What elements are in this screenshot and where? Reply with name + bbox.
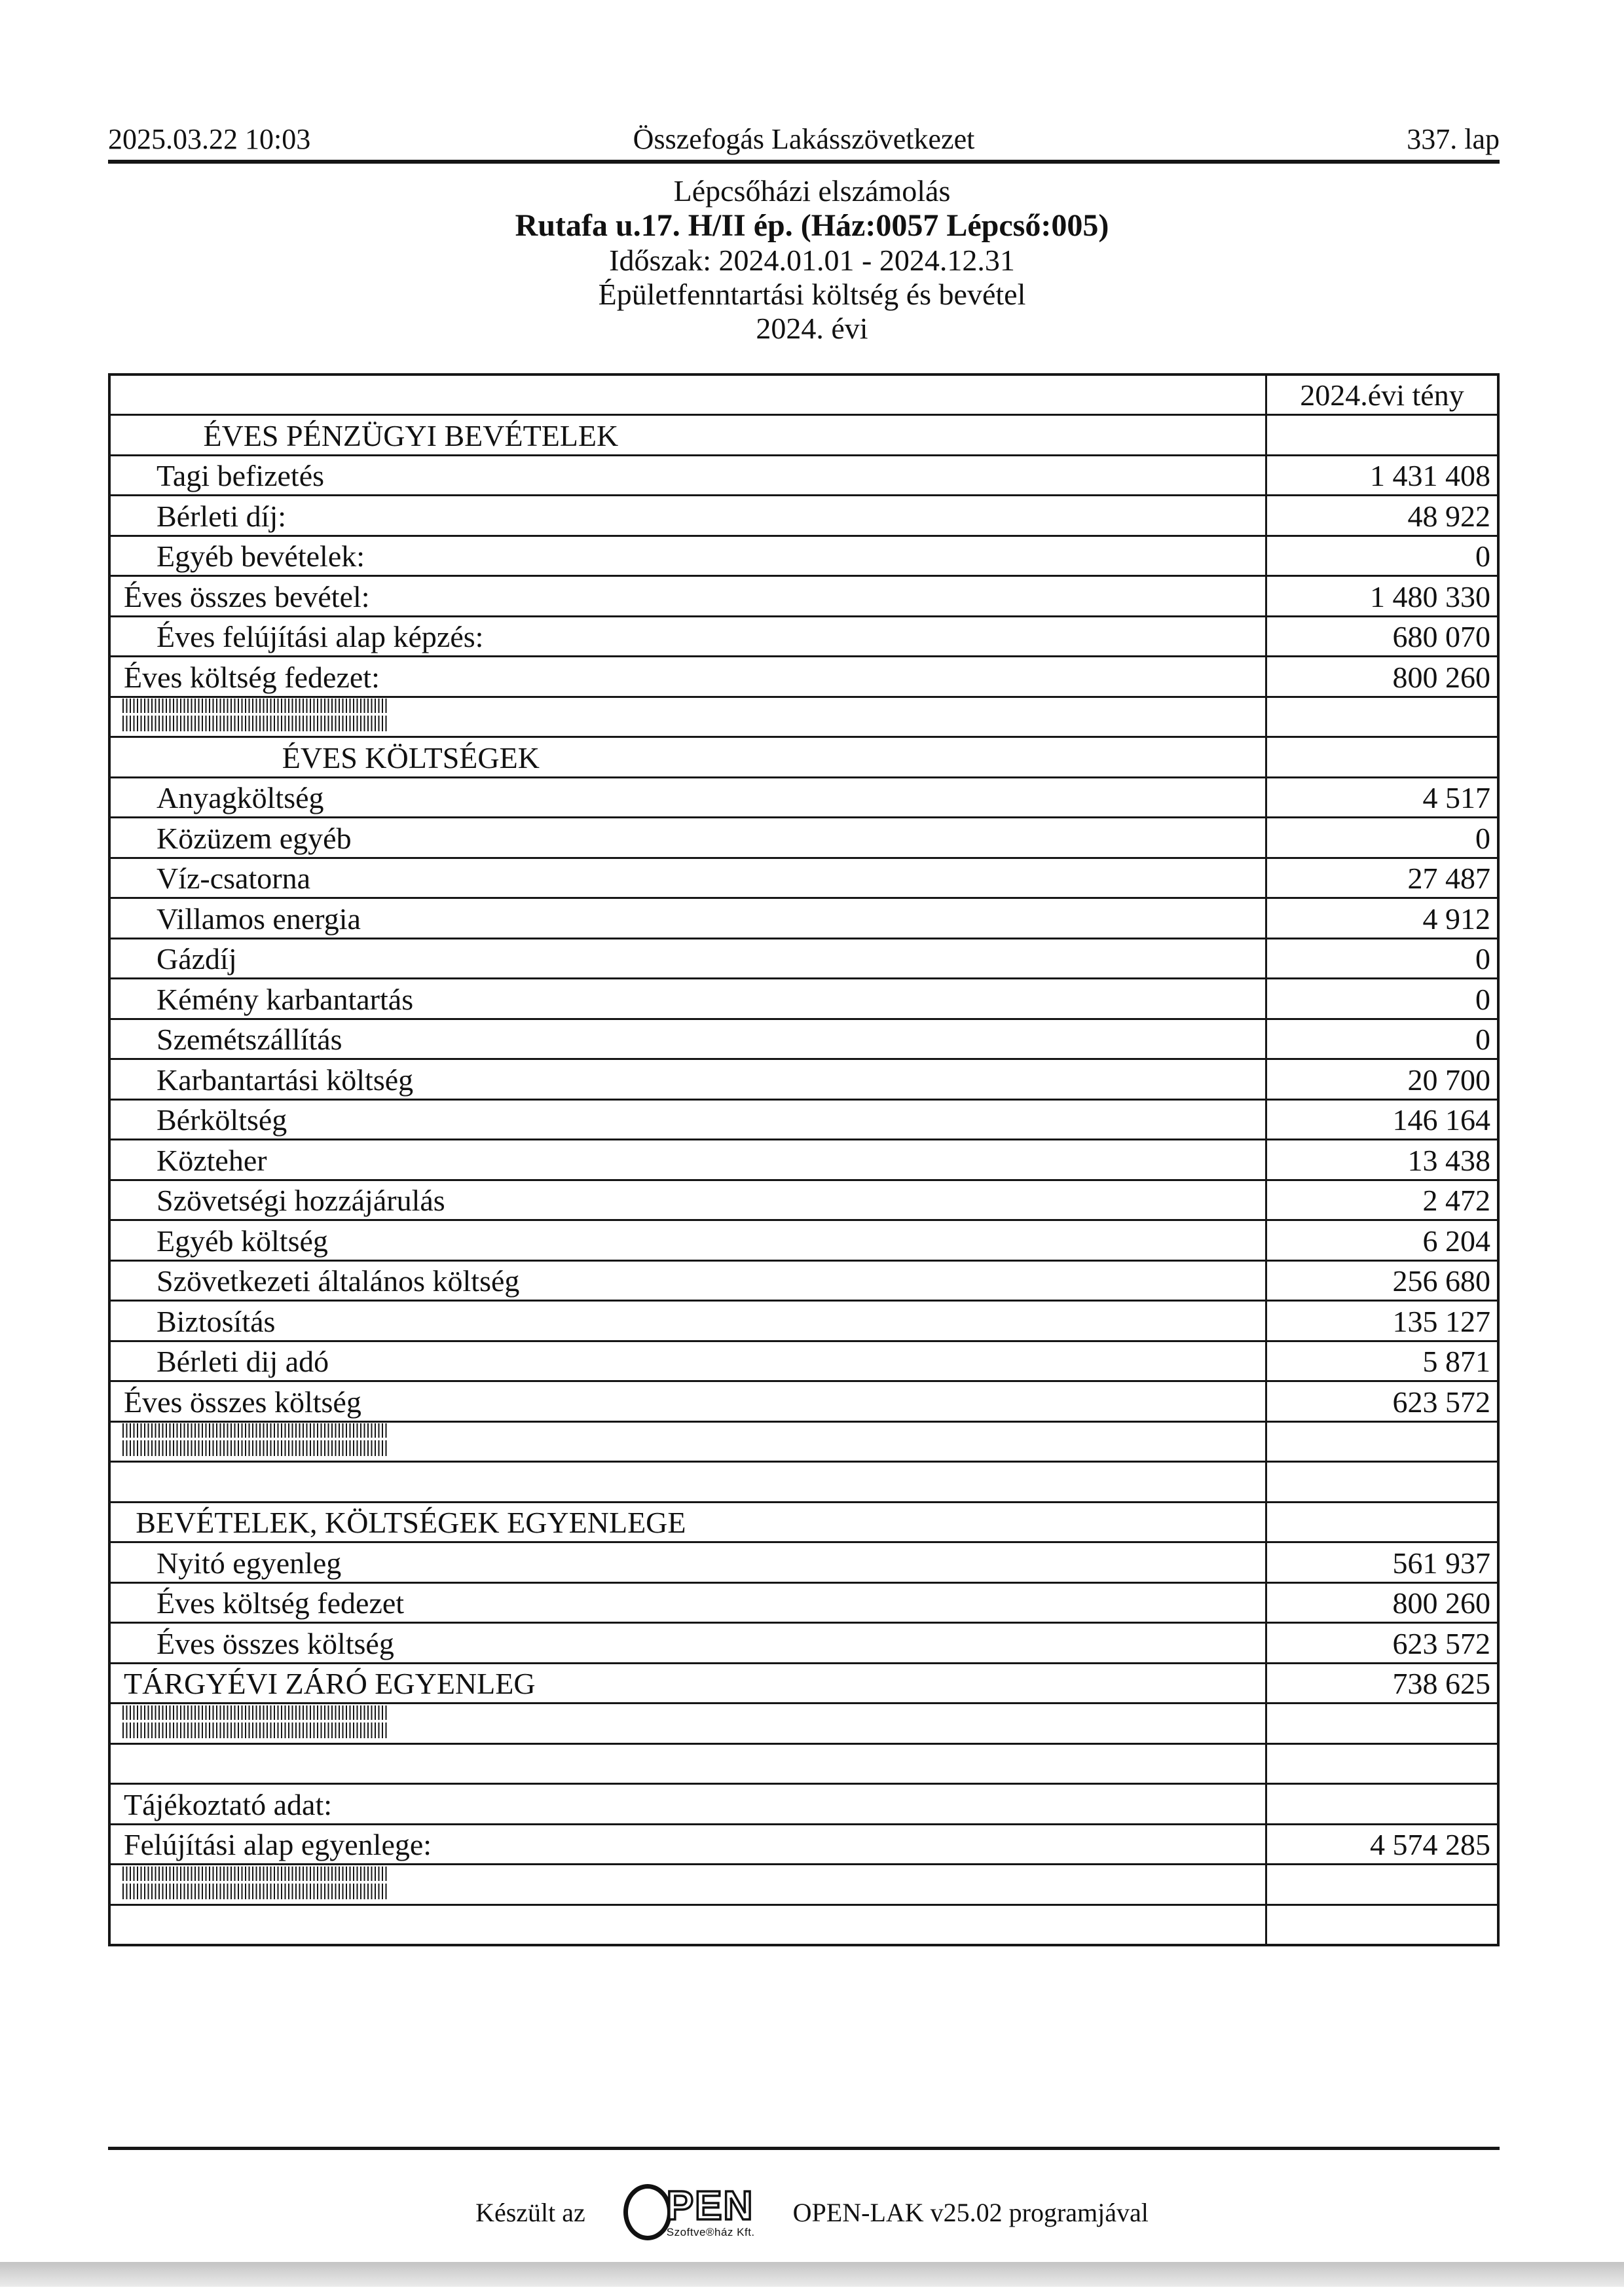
row-value: 561 937 <box>1392 1546 1490 1580</box>
barcode-line <box>122 1423 388 1438</box>
table-row <box>111 1904 1497 1944</box>
row-value-cell <box>1265 1503 1497 1542</box>
row-label-cell <box>111 1342 1265 1381</box>
row-label-cell <box>111 1221 1265 1260</box>
row-value: 738 625 <box>1392 1667 1490 1701</box>
row-label-cell <box>111 657 1265 696</box>
row-value: 146 164 <box>1392 1103 1490 1137</box>
row-label-cell <box>111 496 1265 535</box>
row-value-cell <box>1265 1342 1497 1381</box>
row-label-cell <box>111 1865 1265 1904</box>
table-row <box>111 1461 1497 1501</box>
row-label: Tájékoztató adat: <box>124 1787 333 1821</box>
row-value-cell <box>1265 1785 1497 1823</box>
row-label: Közüzem egyéb <box>157 821 352 855</box>
row-label: ÉVES PÉNZÜGYI BEVÉTELEK <box>203 418 619 452</box>
row-value: 4 574 285 <box>1370 1828 1490 1862</box>
row-value-cell <box>1265 1825 1497 1864</box>
row-label: Egyéb bevételek: <box>157 539 365 574</box>
footer <box>0 2184 1624 2240</box>
table-row <box>111 857 1497 898</box>
scan-edge-artifact <box>0 2262 1624 2287</box>
row-value-cell <box>1265 537 1497 575</box>
table-row <box>111 1863 1497 1904</box>
row-value-cell <box>1265 1060 1497 1099</box>
barcode-filler-icon <box>122 699 388 731</box>
row-label-cell <box>111 456 1265 495</box>
table-row <box>111 1421 1497 1461</box>
row-value-cell <box>1265 1262 1497 1300</box>
row-label-cell <box>111 1624 1265 1662</box>
row-value-cell <box>1265 1221 1497 1260</box>
table-row <box>111 575 1497 615</box>
table-row <box>111 1219 1497 1260</box>
row-value-cell <box>1265 939 1497 978</box>
row-value: 623 572 <box>1392 1626 1490 1660</box>
barcode-line <box>122 716 388 731</box>
row-value-cell <box>1265 1463 1497 1501</box>
page-number-label: 337. lap <box>1407 123 1500 155</box>
row-label: Éves költség fedezet <box>157 1586 405 1620</box>
row-label: Éves költség fedezet: <box>124 660 380 694</box>
row-label-cell <box>111 698 1265 737</box>
row-value: 27 487 <box>1407 862 1490 896</box>
open-logo-circle-icon <box>623 2184 672 2240</box>
row-value: 4 912 <box>1422 902 1490 936</box>
row-value-cell <box>1265 577 1497 615</box>
row-label-cell <box>111 1020 1265 1059</box>
table-header-row <box>111 376 1497 414</box>
footer-divider <box>108 2147 1500 2150</box>
row-value: 0 <box>1475 821 1490 855</box>
row-label: Bérleti dij adó <box>157 1345 329 1379</box>
made-with-prefix: Készült az <box>475 2197 585 2227</box>
row-value: 135 127 <box>1392 1304 1490 1338</box>
row-value-cell <box>1265 1302 1497 1340</box>
row-label: Villamos energia <box>157 902 361 936</box>
row-label: Víz-csatorna <box>157 862 310 896</box>
table-row <box>111 938 1497 978</box>
row-label-cell <box>111 537 1265 575</box>
row-value: 1 480 330 <box>1370 579 1490 613</box>
row-label-cell <box>111 1704 1265 1743</box>
row-value-cell <box>1265 818 1497 857</box>
organization-name: Összefogás Lakásszövetkezet <box>633 123 975 155</box>
table-row <box>111 494 1497 535</box>
table-row <box>111 897 1497 938</box>
row-value-cell <box>1265 1382 1497 1421</box>
table-row <box>111 1058 1497 1099</box>
row-label-cell <box>111 617 1265 656</box>
table-row <box>111 1380 1497 1421</box>
row-label-cell <box>111 1664 1265 1703</box>
row-value-cell <box>1265 1020 1497 1059</box>
table-row <box>111 1018 1497 1059</box>
barcode-filler-icon <box>122 1423 388 1456</box>
row-label: Éves összes bevétel: <box>124 579 370 613</box>
row-value: 1 431 408 <box>1370 459 1490 493</box>
row-value-cell <box>1265 496 1497 535</box>
row-value-cell <box>1265 698 1497 737</box>
row-label: Bérleti díj: <box>157 499 287 533</box>
row-label-cell <box>111 1140 1265 1179</box>
row-value: 800 260 <box>1392 660 1490 694</box>
building-title: Rutafa u.17. H/II ép. (Ház:0057 Lépcső:005) <box>515 208 1109 244</box>
table-row <box>111 1823 1497 1864</box>
row-value-cell <box>1265 738 1497 776</box>
table-row <box>111 1783 1497 1823</box>
barcode-line <box>122 699 388 713</box>
table-row <box>111 414 1497 454</box>
period-line: Időszak: 2024.01.01 - 2024.12.31 <box>609 244 1015 278</box>
row-value-cell <box>1265 1101 1497 1139</box>
table-row <box>111 655 1497 696</box>
row-label: Nyitó egyenleg <box>157 1546 342 1580</box>
row-label-cell <box>111 1825 1265 1864</box>
row-label-cell <box>111 899 1265 938</box>
table-row <box>111 1582 1497 1622</box>
row-value: 0 <box>1475 942 1490 976</box>
row-label: Éves összes költség <box>157 1626 394 1660</box>
table-row <box>111 1340 1497 1381</box>
row-value-cell <box>1265 859 1497 898</box>
row-label: Szemétszállítás <box>157 1023 342 1057</box>
table-row <box>111 1139 1497 1179</box>
row-label-cell <box>111 577 1265 615</box>
row-label-cell <box>111 1584 1265 1622</box>
row-value-cell <box>1265 1704 1497 1743</box>
barcode-line <box>122 1705 388 1720</box>
table-row <box>111 1179 1497 1220</box>
row-label-cell <box>111 1262 1265 1300</box>
row-label-cell <box>111 1382 1265 1421</box>
row-label: Tagi befizetés <box>157 459 325 493</box>
open-logo-company: Szoftve®ház Kft. <box>666 2225 755 2238</box>
table-row <box>111 1541 1497 1582</box>
row-value: 623 572 <box>1392 1385 1490 1419</box>
row-label: Közteher <box>157 1143 267 1177</box>
row-value: 5 871 <box>1422 1345 1490 1379</box>
value-column-header: 2024.évi tény <box>1265 376 1497 414</box>
row-label-cell <box>111 1060 1265 1099</box>
made-with-suffix: OPEN-LAK v25.02 programjával <box>792 2197 1149 2227</box>
table-row <box>111 696 1497 737</box>
row-label-cell <box>111 1745 1265 1783</box>
row-value-cell <box>1265 657 1497 696</box>
table-row <box>111 816 1497 857</box>
row-label: Biztosítás <box>157 1304 276 1338</box>
row-value: 13 438 <box>1407 1143 1490 1177</box>
row-label-cell <box>111 859 1265 898</box>
report-type-title: Lépcsőházi elszámolás <box>673 174 951 208</box>
row-value-cell <box>1265 778 1497 817</box>
table-row <box>111 1099 1497 1139</box>
table-body <box>111 414 1497 1944</box>
row-label-cell <box>111 939 1265 978</box>
table-row <box>111 454 1497 495</box>
row-value-cell <box>1265 1624 1497 1662</box>
row-label-cell <box>111 1101 1265 1139</box>
subject-line: Épületfenntartási költség és bevétel <box>598 278 1026 312</box>
table-row <box>111 1260 1497 1300</box>
row-label-cell <box>111 1181 1265 1220</box>
barcode-filler-icon <box>122 1705 388 1738</box>
row-label: ÉVES KÖLTSÉGEK <box>282 740 540 774</box>
year-line: 2024. évi <box>756 312 868 346</box>
row-value-cell <box>1265 1181 1497 1220</box>
title-block <box>0 174 1624 346</box>
barcode-line <box>122 1867 388 1881</box>
table-row <box>111 736 1497 776</box>
table-row <box>111 1662 1497 1703</box>
row-value: 2 472 <box>1422 1184 1490 1218</box>
print-datetime: 2025.03.22 10:03 <box>108 123 311 155</box>
settlement-table <box>108 373 1500 1946</box>
row-value: 48 922 <box>1407 499 1490 533</box>
row-value-cell <box>1265 1584 1497 1622</box>
row-value-cell <box>1265 1140 1497 1179</box>
row-value-cell <box>1265 1906 1497 1944</box>
barcode-line <box>122 1440 388 1456</box>
row-value: 0 <box>1475 1023 1490 1057</box>
row-value: 6 204 <box>1422 1224 1490 1258</box>
table-row <box>111 1501 1497 1542</box>
header-label-cell <box>111 376 1265 414</box>
row-value: 0 <box>1475 539 1490 574</box>
row-label: Éves felújítási alap képzés: <box>157 620 484 654</box>
row-label: Gázdíj <box>157 942 237 976</box>
row-value: 800 260 <box>1392 1586 1490 1620</box>
row-value: 4 517 <box>1422 781 1490 815</box>
row-label-cell <box>111 1785 1265 1823</box>
row-label-cell <box>111 778 1265 817</box>
row-label: TÁRGYÉVI ZÁRÓ EGYENLEG <box>124 1667 536 1701</box>
row-value: 680 070 <box>1392 620 1490 654</box>
table-row <box>111 1702 1497 1743</box>
table-row <box>111 776 1497 817</box>
row-value: 0 <box>1475 982 1490 1016</box>
row-label: Kémény karbantartás <box>157 982 414 1016</box>
row-label: Karbantartási költség <box>157 1063 414 1097</box>
row-label: Éves összes költség <box>124 1385 361 1419</box>
row-value-cell <box>1265 1423 1497 1461</box>
row-label: BEVÉTELEK, KÖLTSÉGEK EGYENLEGE <box>136 1506 686 1540</box>
row-value: 256 680 <box>1392 1264 1490 1298</box>
row-label-cell <box>111 1906 1265 1944</box>
row-label-cell <box>111 818 1265 857</box>
row-label: Felújítási alap egyenlege: <box>124 1828 432 1862</box>
row-value-cell <box>1265 1745 1497 1783</box>
row-label-cell <box>111 1503 1265 1542</box>
page-header <box>108 0 1500 164</box>
row-label-cell <box>111 416 1265 454</box>
open-logo <box>623 2184 755 2240</box>
barcode-filler-icon <box>122 1867 388 1899</box>
row-label-cell <box>111 1543 1265 1582</box>
row-label-cell <box>111 738 1265 776</box>
row-value-cell <box>1265 416 1497 454</box>
row-value-cell <box>1265 617 1497 656</box>
barcode-line <box>122 1722 388 1738</box>
table-row <box>111 1300 1497 1340</box>
row-value-cell <box>1265 1865 1497 1904</box>
row-label: Egyéb költség <box>157 1224 328 1258</box>
barcode-line <box>122 1884 388 1899</box>
row-value-cell <box>1265 1543 1497 1582</box>
row-value-cell <box>1265 456 1497 495</box>
table-row <box>111 977 1497 1018</box>
row-label-cell <box>111 1423 1265 1461</box>
table-row <box>111 1622 1497 1662</box>
row-label-cell <box>111 979 1265 1018</box>
row-value: 20 700 <box>1407 1063 1490 1097</box>
row-label: Anyagköltség <box>157 781 324 815</box>
row-label-cell <box>111 1302 1265 1340</box>
open-logo-letters: PEN <box>666 2183 754 2229</box>
row-label: Bérköltség <box>157 1103 287 1137</box>
row-value-cell <box>1265 1664 1497 1703</box>
table-row <box>111 615 1497 656</box>
row-value-cell <box>1265 979 1497 1018</box>
open-logo-wordmark <box>666 2183 755 2238</box>
table-row <box>111 535 1497 575</box>
table-row <box>111 1743 1497 1783</box>
row-label: Szövetkezeti általános költség <box>157 1264 520 1298</box>
row-value-cell <box>1265 899 1497 938</box>
row-label-cell <box>111 1463 1265 1501</box>
row-label: Szövetségi hozzájárulás <box>157 1184 445 1218</box>
